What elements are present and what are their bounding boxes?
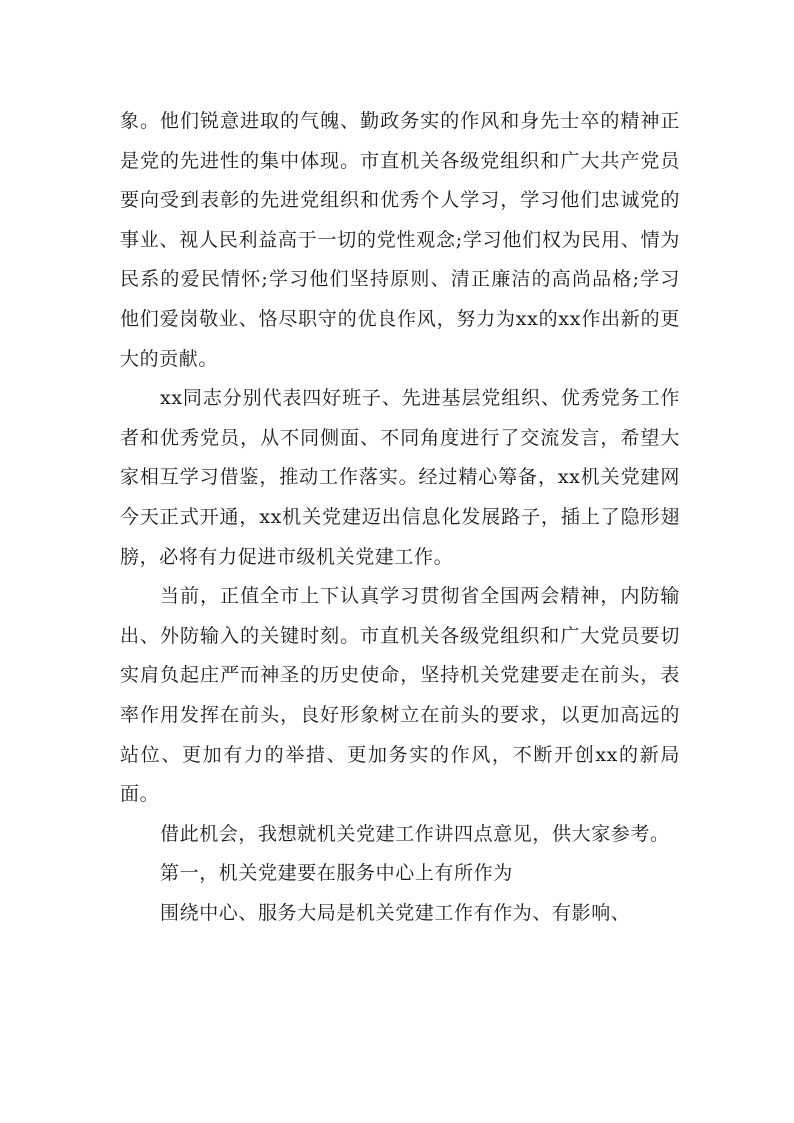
paragraph-exchange-speeches: xx同志分别代表四好班子、先进基层党组织、优秀党务工作者和优秀党员，从不同侧面、不同角度进行了交流发言，希望大家相互学习借鉴，推动工作落实。经过精心筹备，xx机关党建网今天正式开通，xx机关党建迈出信息化发展路子，插上了隐形翅膀，必将有力促进市级机关党建工作。	[120, 387, 680, 568]
paragraph-current-situation: 当前，正值全市上下认真学习贯彻省全国两会精神，内防输出、外防输入的关键时刻。市直机关各级党组织和广大党员要切实肩负起庄严而神圣的历史使命，坚持机关党建要走在前头，表率作用发挥在前头，良好形象树立在前头的要求，以更加高远的站位、更加有力的举措、更加务实的作风，不断开创xx的新局面。	[120, 585, 680, 806]
document-body	[120, 102, 680, 933]
paragraph-continuation: 象。他们锐意进取的气魄、勤政务实的作风和身先士卒的精神正是党的先进性的集中体现。市直机关各级党组织和广大共产党员要向受到表彰的先进党组织和优秀个人学习，学习他们忠诚党的事业、视人民利益高于一切的党性观念;学习他们权为民用、情为民系的爱民情怀;学习他们坚持原则、清正廉洁的高尚品格;学习他们爱岗敬业、恪尽职守的优良作风，努力为xx的xx作出新的更大的贡献。	[120, 110, 680, 370]
section-heading-first: 第一，机关党建要在服务中心上有所作为	[160, 862, 513, 885]
paragraph-four-opinions: 借此机会，我想就机关党建工作讲四点意见，供大家参考。	[160, 822, 670, 845]
paragraph-serve-center: 围绕中心、服务大局是机关党建工作有作为、有影响、	[160, 901, 631, 924]
